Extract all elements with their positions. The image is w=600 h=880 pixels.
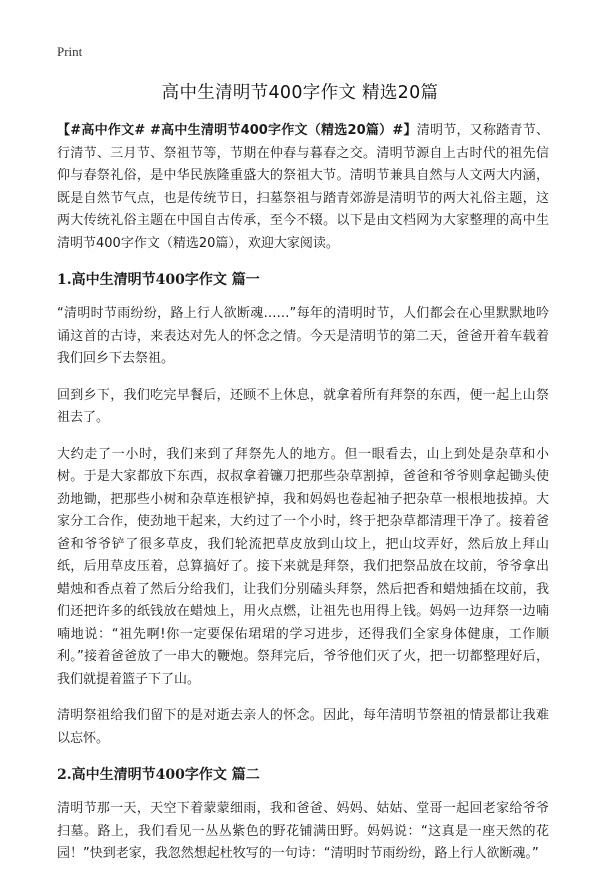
print-link[interactable]: Print — [57, 44, 83, 59]
section-1-paragraph-1: “清明时节雨纷纷，路上行人欲断魂……”每年的清明时节，人们都会在心里默默地吟诵这首的古诗，来表达对先人的怀念之情。今天是清明节的第二天，爸爸开着车载着我们回乡下去祭祖。 — [57, 306, 549, 366]
page-title: 高中生清明节400字作文 精选20篇 — [161, 83, 439, 103]
section-1-paragraph-3: 大约走了一小时，我们来到了拜祭先人的地方。但一眼看去，山上到处是杂草和小树。于是大家都放下东西，叔叔拿着镰刀把那些杂草割掉，爸爸和爷爷则拿起锄头使劲地锄，把那些小树和杂草连根铲掉，我和妈妈也卷起袖子把杂草一根根地拔掉。大家分工合作，使劲地干起来，大约过了一个小时，终于把杂草都清理干净了。接着爸爸和爷爷铲了很多草皮，我们轮流把草皮放到山坟上，把山坟弄好，然后放上拜山纸，后用草皮压着，总算搞好了。接下来就是拜祭，我们把祭品放在坟前，爷爷拿出蜡烛和香点着了然后分给我们，让我们分别磕头拜祭，然后把香和蜡烛插在坟前，我们还把许多的纸钱放在蜡烛上，用火点燃，让祖先也用得上钱。妈妈一边拜祭一边喃喃地说：“祖先啊!你一定要保佑珺珺的学习进步，还得我们全家身体健康，工作顺利。”接着爸爸放了一串大的鞭炮。祭拜完后，爷爷他们灭了火，把一切都整理好后，我们就提着篮子下了山。 — [57, 446, 549, 687]
section-1-paragraph-4: 清明祭祖给我们留下的是对逝去亲人的怀念。因此，每年清明节祭祖的情景都让我难以忘怀。 — [57, 708, 549, 746]
section-heading-1: 1.高中生清明节400字作文 篇一 — [57, 272, 260, 288]
intro-paragraph — [57, 120, 549, 255]
article-body — [57, 120, 549, 880]
section-2-paragraph-1: 清明节那一天，天空下着蒙蒙细雨，我和爸爸、妈妈、姑姑、堂哥一起回老家给爷爷扫墓。路上，我们看见一丛丛紫色的野花铺满田野。妈妈说：“这真是一座天然的花园！”快到老家，我忽然想起杜牧写的一句诗：“清明时节雨纷纷，路上行人欲断魂。” — [57, 801, 549, 861]
intro-text: 清明节，又称踏青节、行清节、三月节、祭祖节等，节期在仲春与暮春之交。清明节源自上古时代的祖先信仰与春祭礼俗，是中华民族隆重盛大的祭祖大节。清明节兼具自然与人文两大内涵，既是自然节气点，也是传统节日，扫墓祭祖与踏青郊游是清明节的两大礼俗主题，这两大传统礼俗主题在中国自古传承，至今不辍。以下是由文档网为大家整理的高中生清明节400字作文（精选20篇），欢迎大家阅读。 — [57, 123, 549, 251]
section-heading-2: 2.高中生清明节400字作文 篇二 — [57, 767, 260, 783]
intro-lead: 【#高中作文# #高中生清明节400字作文（精选20篇）#】 — [57, 123, 417, 138]
section-1-paragraph-2: 回到乡下，我们吃完早餐后，还顾不上休息，就拿着所有拜祭的东西，便一起上山祭祖去了。 — [57, 387, 549, 425]
